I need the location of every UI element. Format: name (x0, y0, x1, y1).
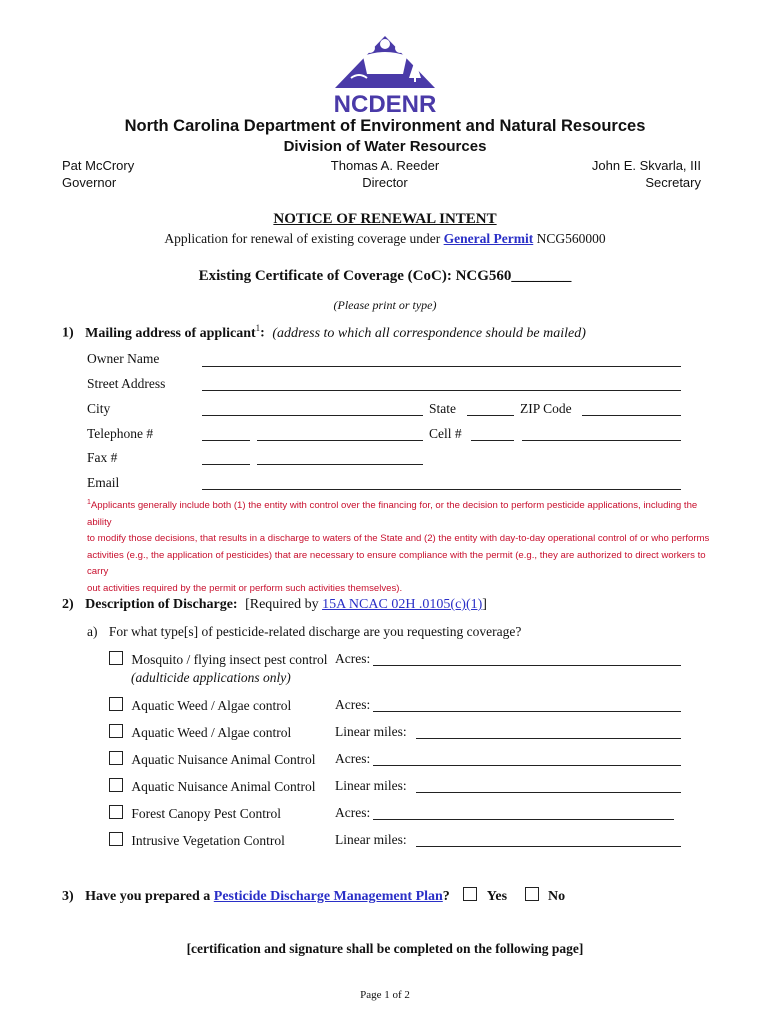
department-name: North Carolina Department of Environment and Natural Resources (124, 117, 646, 135)
cell-number-field[interactable] (522, 440, 681, 441)
question-a-text: For what type[s] of pesticide-related discharge are you requesting coverage? (108, 624, 522, 639)
print-note: (Please print or type) (333, 298, 437, 312)
section-2-heading (62, 597, 487, 613)
telephone-label: Telephone # (87, 426, 154, 441)
section-3-heading (62, 887, 565, 905)
option-row (109, 697, 291, 714)
option-checkbox[interactable] (109, 697, 123, 711)
section-1-colon: : (260, 325, 265, 341)
footnote-line-1: Applicants generally include both (1) the entity with control over the financing for, or the decision to perform pesticide applications, including the ability (87, 500, 698, 528)
section-1-heading (62, 323, 586, 342)
yes-checkbox[interactable] (463, 887, 477, 901)
fax-area-field[interactable] (202, 464, 250, 465)
option-value-field[interactable] (416, 846, 681, 847)
option-unit: Acres: (335, 697, 371, 712)
section-1-sup: 1 (255, 323, 261, 333)
logo-text: NCDENR (333, 91, 437, 116)
option-value-field[interactable] (373, 711, 681, 712)
section-3-prefix: Have you prepared a (85, 889, 214, 904)
section-1-number: 1) (62, 325, 74, 341)
option-value-field[interactable] (416, 792, 681, 793)
option-label: Forest Canopy Pest Control (131, 806, 282, 821)
option-checkbox[interactable] (109, 751, 123, 765)
option-value-field[interactable] (373, 665, 681, 666)
footnote-line-3: activities (e.g., the application of pesticides) that are necessary to ensure compliance with the permit (e.g., they are authorized to direct workers to carry (87, 549, 706, 578)
zip-label: ZIP Code (520, 401, 572, 416)
option-unit: Linear miles: (335, 724, 407, 739)
option-checkbox[interactable] (109, 651, 123, 665)
director-name: Thomas A. Reeder (330, 158, 440, 173)
option-row (109, 805, 281, 822)
email-field[interactable] (202, 489, 681, 490)
option-label: Intrusive Vegetation Control (131, 833, 285, 848)
cell-label: Cell # (429, 426, 462, 441)
option-unit: Linear miles: (335, 832, 407, 847)
option-value-field[interactable] (373, 765, 681, 766)
option-value-field[interactable] (373, 819, 674, 820)
section-2-label: Description of Discharge: (85, 597, 238, 612)
application-prefix: Application for renewal of existing coverage under (164, 231, 444, 246)
question-a-letter: a) (87, 624, 98, 639)
section-2-number: 2) (62, 597, 74, 612)
state-label: State (429, 401, 456, 416)
option-sublabel (131, 670, 291, 686)
yes-label: Yes (486, 889, 508, 904)
option-row (109, 651, 327, 668)
option-unit: Acres: (335, 805, 371, 820)
ncdenr-logo (325, 34, 445, 116)
general-permit-link[interactable]: General Permit (443, 231, 534, 246)
option-unit: Acres: (335, 651, 371, 666)
zip-field[interactable] (582, 415, 681, 416)
option-unit: Acres: (335, 751, 371, 766)
governor-name: Pat McCrory (62, 158, 135, 173)
email-label: Email (87, 475, 120, 490)
no-checkbox[interactable] (525, 887, 539, 901)
option-checkbox[interactable] (109, 778, 123, 792)
section-3-number: 3) (62, 889, 74, 904)
footnote-line-4: out activities required by the permit or perform such activities themselves). (87, 582, 403, 594)
option-label: Aquatic Nuisance Animal Control (131, 779, 316, 794)
question-a (87, 624, 521, 640)
state-field[interactable] (467, 415, 514, 416)
ncac-rule-link[interactable]: 15A NCAC 02H .0105(c)(1) (322, 597, 483, 612)
street-address-label: Street Address (87, 376, 166, 391)
option-row (109, 778, 315, 795)
application-line (0, 231, 770, 247)
cell-area-field[interactable] (471, 440, 514, 441)
secretary-block (592, 157, 701, 191)
street-address-field[interactable] (202, 390, 681, 391)
option-label: Mosquito / flying insect pest control (131, 652, 328, 667)
option-row (109, 751, 315, 768)
option-row (109, 724, 291, 741)
option-unit: Linear miles: (335, 778, 407, 793)
section-2-req-suffix: ] (482, 597, 487, 612)
option-label: Aquatic Weed / Algae control (131, 725, 292, 740)
footnote (87, 495, 717, 597)
secretary-title: Secretary (645, 175, 701, 190)
city-label: City (87, 401, 111, 416)
fax-label: Fax # (87, 450, 118, 465)
option-row (109, 832, 285, 849)
division-name: Division of Water Resources (283, 138, 487, 155)
fax-number-field[interactable] (257, 464, 423, 465)
director-title: Director (362, 175, 408, 190)
section-1-label: Mailing address of applicant (85, 325, 256, 341)
option-value-field[interactable] (416, 738, 681, 739)
city-field[interactable] (202, 415, 423, 416)
page-number: Page 1 of 2 (360, 989, 410, 1001)
section-2-req-prefix: [Required by (245, 597, 323, 612)
certification-note: [certification and signature shall be completed on the following page] (186, 941, 584, 956)
page-title: NOTICE OF RENEWAL INTENT (273, 211, 497, 227)
pdmp-link[interactable]: Pesticide Discharge Management Plan (213, 889, 443, 904)
owner-name-field[interactable] (202, 366, 681, 367)
option-sublabel-text: (adulticide applications only) (131, 670, 291, 685)
application-suffix: NCG560000 (533, 231, 606, 246)
option-label: Aquatic Nuisance Animal Control (131, 752, 316, 767)
governor-title: Governor (62, 175, 117, 190)
coc-line: Existing Certificate of Coverage (CoC): NCG560________ (198, 268, 572, 284)
telephone-number-field[interactable] (257, 440, 423, 441)
telephone-area-field[interactable] (202, 440, 250, 441)
option-checkbox[interactable] (109, 805, 123, 819)
option-label: Aquatic Weed / Algae control (131, 698, 292, 713)
option-checkbox[interactable] (109, 832, 123, 846)
no-label: No (548, 889, 566, 904)
footnote-sup: 1 (87, 499, 91, 506)
owner-name-label: Owner Name (87, 351, 160, 366)
secretary-name: John E. Skvarla, III (591, 158, 701, 173)
option-checkbox[interactable] (109, 724, 123, 738)
section-1-note: (address to which all correspondence should be mailed) (272, 325, 586, 341)
footnote-line-2: to modify those decisions, that results in a discharge to waters of the State and (2) the entity with day-to-day operational control of or who performs (87, 533, 710, 545)
section-3-suffix: ? (442, 889, 450, 904)
